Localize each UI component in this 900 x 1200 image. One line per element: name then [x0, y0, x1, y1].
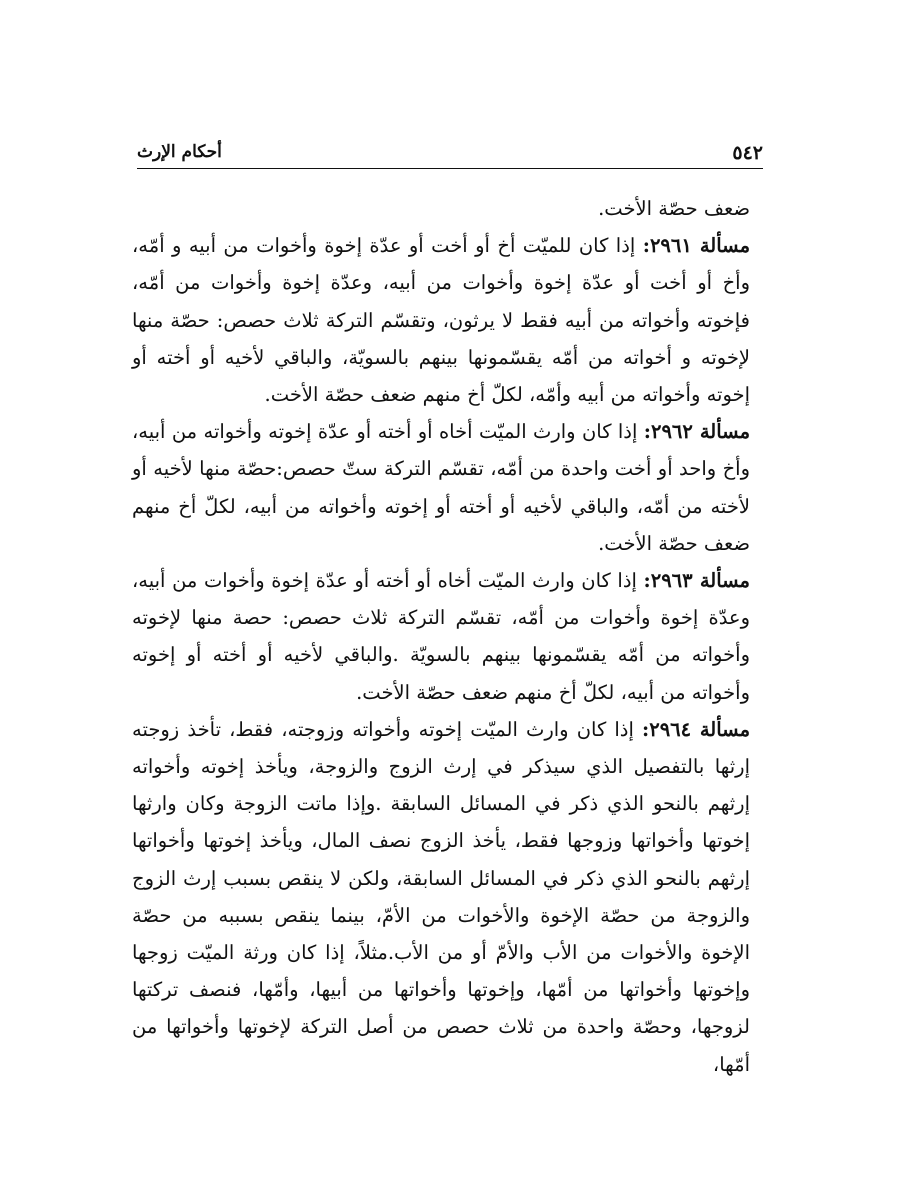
masala-2964	[132, 711, 772, 1083]
page-header	[137, 140, 763, 168]
masala-label: مسألة ٢٩٦٤:	[642, 717, 751, 741]
masala-label: مسألة ٢٩٦٣:	[643, 569, 751, 593]
masala-text: إذا كان للميّت أخ أو أخت أو عدّة إخوة وأخوات من أبيه و أمّه، وأخ أو أخت أو عدّة إخوة وأخوات من أبيه، وعدّة إخوة وأخوات من أمّه، فإخوته وأخواته من أبيه فقط لا يرثون، وتقسّم التركة ثلاث حصص: حصّة منها لإخوته و أخواته من أمّه يقسّمونها بينهم بالسويّة، والباقي لأخيه أو أخته أو إخوته وأخواته من أبيه وأمّه، لكلّ أخ منهم ضعف حصّة الأخت.	[132, 234, 750, 407]
paragraph-text: ضعف حصّة الأخت.	[598, 197, 750, 220]
paragraph-continuation	[132, 190, 772, 227]
running-title: أحكام الإرث	[137, 142, 222, 162]
body-text	[132, 190, 772, 1083]
masala-label: مسألة ٢٩٦٢:	[643, 420, 751, 444]
masala-text: إذا كان وارث الميّت إخوته وأخواته وزوجته، فقط، تأخذ زوجته إرثها بالتفصيل الذي سيذكر في إرث الزوج والزوجة، ويأخذ إخوته وأخواته إرثهم بالنحو الذي ذكر في المسائل السابقة .وإذا ماتت الزوجة وكان وارثها إخوتها وأخواتها وزوجها فقط، يأخذ الزوج نصف المال، ويأخذ إخوتها وأخواتها إرثهم بالنحو الذي ذكر في المسائل السابقة، ولكن لا ينقص بسبب إرث الزوج والزوجة من حصّة الإخوة والأخوات من الأمّ، بينما ينقص بسببه من حصّة الإخوة والأخوات من الأب والأمّ أو من الأب.مثلاً، إذا كان ورثة الميّت زوجها وإخوتها وأخواتها من أمّها، وإخوتها وأخواتها من أبيها، وأمّها، فنصف تركتها لزوجها، وحصّة واحدة من ثلاث حصص من أصل التركة لإخوتها وأخواتها من أمّها،	[132, 717, 750, 1076]
masala-2963	[132, 562, 772, 711]
page-number: ٥٤٢	[732, 142, 763, 164]
header-rule	[137, 168, 763, 169]
masala-2962	[132, 413, 772, 562]
masala-2961	[132, 227, 772, 413]
masala-text: إذا كان وارث الميّت أخاه أو أخته أو عدّة إخوته وأخواته من أبيه، وأخ واحد أو أخت واحدة من أمّه، تقسّم التركة ستّ حصص:حصّة منها لأخيه أو لأخته من أمّه، والباقي لأخيه أو أخته أو إخوته وأخواته من أبيه، لكلّ أخ منهم ضعف حصّة الأخت.	[132, 420, 750, 555]
masala-label: مسألة ٢٩٦١:	[642, 234, 751, 258]
masala-text: إذا كان وارث الميّت أخاه أو أخته أو عدّة إخوة وأخوات من أبيه، وعدّة إخوة وأخوات من أمّه، تقسّم التركة ثلاث حصص: حصة منها لإخوته وأخواته من أمّه يقسّمونها بينهم بالسويّة .والباقي لأخيه أو أخته أو إخوته وأخواته من أبيه، لكلّ أخ منهم ضعف حصّة الأخت.	[132, 569, 751, 704]
